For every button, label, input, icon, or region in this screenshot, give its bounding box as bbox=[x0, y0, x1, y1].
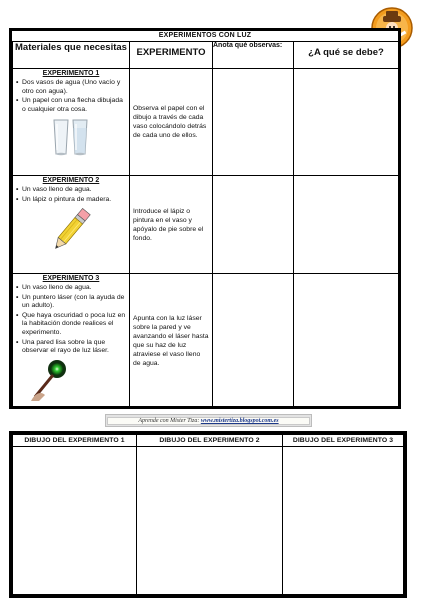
observe-cell-1[interactable] bbox=[213, 69, 294, 176]
experiment-cell-1 bbox=[130, 69, 213, 176]
drawing-header-3: DIBUJO DEL EXPERIMENTO 3 bbox=[283, 435, 404, 447]
drawing-area-row bbox=[13, 447, 404, 595]
experiment-row-1 bbox=[13, 69, 399, 176]
drawing-header-2: DIBUJO DEL EXPERIMENTO 2 bbox=[137, 435, 283, 447]
experiment-row-3 bbox=[13, 274, 399, 408]
experiment-description-1: Observa el papel con el dibujo a través de cada vaso colocándolo detrás de cada uno de ellos. bbox=[133, 105, 207, 139]
experiment-row-2 bbox=[13, 176, 399, 274]
material-item: • Una pared lisa sobre la que observar el rayo de luz láser. bbox=[16, 339, 127, 356]
observe-cell-3[interactable] bbox=[213, 274, 294, 408]
experiment-description-3: Apunta con la luz láser sobre la pared y ve avanzando el láser hasta que su haz de luz atraviese el vaso lleno de agua. bbox=[133, 314, 209, 367]
material-item: • Un puntero láser (con la ayuda de un adulto). bbox=[16, 294, 127, 311]
header-observe: Anota qué observas: bbox=[213, 42, 294, 69]
drawing-table-frame bbox=[9, 431, 407, 598]
header-materials: Materiales que necesitas bbox=[13, 42, 130, 69]
experiment-title-3: EXPERIMENTO 3 bbox=[42, 275, 100, 282]
why-cell-1[interactable] bbox=[294, 69, 399, 176]
header-experiment: EXPERIMENTO bbox=[130, 42, 213, 69]
materials-list-1 bbox=[13, 79, 129, 114]
drawing-header-1: DIBUJO DEL EXPERIMENTO 1 bbox=[13, 435, 137, 447]
drawing-table bbox=[12, 434, 404, 595]
experiments-table-frame bbox=[9, 28, 401, 409]
material-item: • Que haya oscuridad o poca luz en la habitación donde realices el experimento. bbox=[16, 312, 127, 338]
laser-pointer-icon bbox=[31, 357, 91, 401]
credit-url[interactable]: www.mistertiza.blogspot.com.es bbox=[200, 418, 279, 424]
observe-cell-2[interactable] bbox=[213, 176, 294, 274]
header-why: ¿A qué se debe? bbox=[294, 42, 399, 69]
material-item: • Un vaso lleno de agua. bbox=[16, 186, 127, 195]
credit-text bbox=[107, 417, 310, 425]
experiment-cell-3 bbox=[130, 274, 213, 408]
experiment-description-2: Introduce el lápiz o pintura en el vaso y apóyalo de pie sobre el fondo. bbox=[133, 207, 204, 242]
materials-cell-1 bbox=[13, 69, 130, 176]
why-cell-3[interactable] bbox=[294, 274, 399, 408]
material-item: • Un papel con una flecha dibujada o cualquier otra cosa. bbox=[16, 97, 127, 114]
drawing-header-row bbox=[13, 435, 404, 447]
worksheet-title: EXPERIMENTOS CON LUZ bbox=[12, 31, 398, 42]
credit-prefix: Aprende con Mister Tiza: bbox=[138, 418, 200, 424]
why-cell-2[interactable] bbox=[294, 176, 399, 274]
materials-list-2 bbox=[13, 186, 129, 204]
experiment-title-1: EXPERIMENTO 1 bbox=[42, 70, 100, 77]
material-item: • Dos vasos de agua (Uno vacío y otro con agua). bbox=[16, 79, 127, 96]
materials-cell-2 bbox=[13, 176, 130, 274]
drawing-area-1[interactable] bbox=[13, 447, 137, 595]
experiments-table bbox=[12, 41, 399, 408]
header-row bbox=[13, 42, 399, 69]
experiment-cell-2 bbox=[130, 176, 213, 274]
experiment-title-2: EXPERIMENTO 2 bbox=[42, 177, 100, 184]
materials-cell-3 bbox=[13, 274, 130, 408]
material-item: • Un vaso lleno de agua. bbox=[16, 284, 127, 293]
drawing-area-3[interactable] bbox=[283, 447, 404, 595]
two-glasses-icon bbox=[51, 118, 91, 156]
materials-list-3 bbox=[13, 284, 129, 356]
material-item: • Un lápiz o pintura de madera. bbox=[16, 196, 127, 205]
credit-banner bbox=[105, 414, 312, 427]
pencil-icon bbox=[49, 208, 93, 252]
drawing-area-2[interactable] bbox=[137, 447, 283, 595]
